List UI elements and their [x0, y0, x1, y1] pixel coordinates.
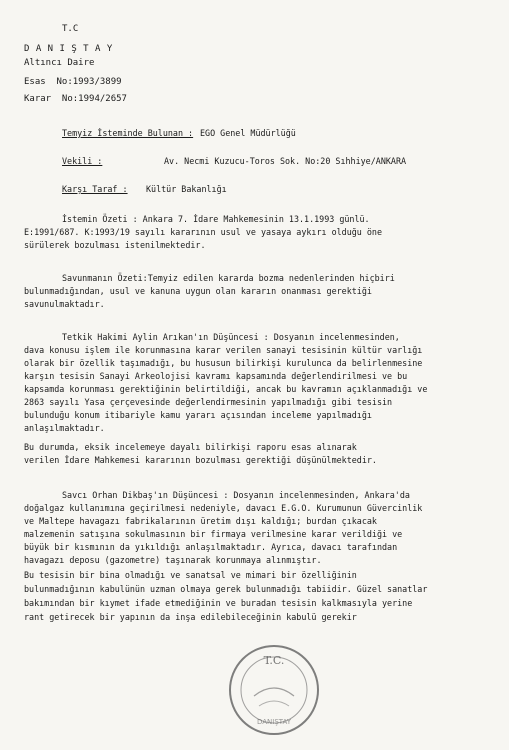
appellant-value: EGO Genel Müdürlüğü: [200, 128, 296, 138]
p3-line: olarak bir özellik taşımadığı, bu hususun bilirkişi kurulunca da belirlenmesine: [24, 358, 423, 368]
header-chamber: Altıncı Daire: [24, 58, 95, 68]
p3-line: kapsamda korunması gerektiğinin belirtildiği, ancak bu kavramın açıklanmadığı ve: [24, 384, 428, 394]
p3-line: karşın tesisin Sanayi Arkeolojisi kavramı kapsamında değerlendirilmesi ve bu: [24, 371, 408, 381]
svg-text:DANIŞTAY: DANIŞTAY: [256, 718, 292, 726]
header-esas: Esas No:1993/3899: [24, 77, 122, 87]
p4-line: rant getirecek bir yapının da inşa edilebileceğinin kabulü gerekir: [24, 612, 357, 622]
opponent-value: Kültür Bakanlığı: [146, 184, 227, 194]
attorney-value: Av. Necmi Kuzucu-Toros Sok. No:20 Sıhhiye/ANKARA: [164, 156, 407, 166]
p4-line: Savcı Orhan Dikbaş'ın Düşüncesi : Dosyanın incelenmesinden, Ankara'da: [62, 490, 410, 500]
p1-line: E:1991/687. K:1993/19 sayılı kararının usul ve yasaya aykırı olduğu öne: [24, 227, 382, 237]
header-court: D A N I Ş T A Y: [24, 44, 113, 54]
p3-line: Bu durumda, eksik incelemeye dayalı bilirkişi raporu esas alınarak: [24, 442, 357, 452]
p3-line: anlaşılmaktadır.: [24, 423, 105, 433]
p4-line: ve Maltepe havagazı fabrikalarının üretim dışı kaldığı; burdan çıkacak: [24, 516, 377, 526]
p2-line: Savunmanın Özeti:Temyiz edilen kararda bozma nedenlerinden hiçbiri: [62, 273, 395, 283]
p2-line: bulunmadığından, usul ve kanuna uygun olan kararın onanması gerektiği: [24, 286, 372, 296]
svg-text:T.C.: T.C.: [263, 654, 285, 667]
p4-line: malzemenin satışına sokulmasının bir firmaya verilmesine karar verildiği ve: [24, 529, 403, 539]
p4-line: Bu tesisin bir bina olmadığı ve sanatsal ve mimari bir özelliğinin: [24, 570, 357, 580]
p4-line: doğalgaz kullanımına geçirilmesi nedeniyle, davacı E.G.O. Kurumunun Güvercinlik: [24, 503, 423, 513]
p3-line: verilen İdare Mahkemesi kararının bozulması gerektiği düşünülmektedir.: [24, 455, 377, 465]
p4-line: bakımından bir kıymet ifade etmediğinin ve buradan tesisin kalkmasıyla yerine: [24, 598, 413, 608]
attorney-label: Vekili :: [62, 156, 103, 166]
p3-line: 2863 sayılı Yasa çerçevesinde değerlendirmesinin yapılmadığı gibi tesisin: [24, 397, 393, 407]
appellant-label: Temyiz İsteminde Bulunan :: [62, 128, 194, 138]
opponent-label: Karşı Taraf :: [62, 184, 128, 194]
p2-line: savunulmaktadır.: [24, 299, 105, 309]
header-tc: T.C: [62, 24, 79, 34]
p1-line: sürülerek bozulması istenilmektedir.: [24, 240, 206, 250]
official-seal-stamp: [224, 640, 324, 740]
p4-line: büyük bir kısmının da yıkıldığı anlaşılmaktadır. Ayrıca, davacı tarafından: [24, 542, 398, 552]
p3-line: Tetkik Hakimi Aylin Arıkan'ın Düşüncesi : Dosyanın incelenmesinden,: [62, 332, 400, 342]
header-karar: Karar No:1994/2657: [24, 94, 127, 104]
p3-line: bulunduğu konum itibariyle kamu yararı açısından inceleme yapılmadığı: [24, 410, 372, 420]
p4-line: havagazı deposu (gazometre) taşınarak korunmaya alınmıştır.: [24, 555, 322, 565]
p3-line: dava konusu işlem ile korunmasına karar verilen sanayi tesisinin kültür varlığı: [24, 345, 423, 355]
p4-line: bulunmadığının kabulünün uzman olmaya gerek bulunmadığı tabiidir. Güzel sanatlar: [24, 584, 428, 594]
p1-line: İstemin Özeti : Ankara 7. İdare Mahkemesinin 13.1.1993 günlü.: [62, 214, 370, 224]
